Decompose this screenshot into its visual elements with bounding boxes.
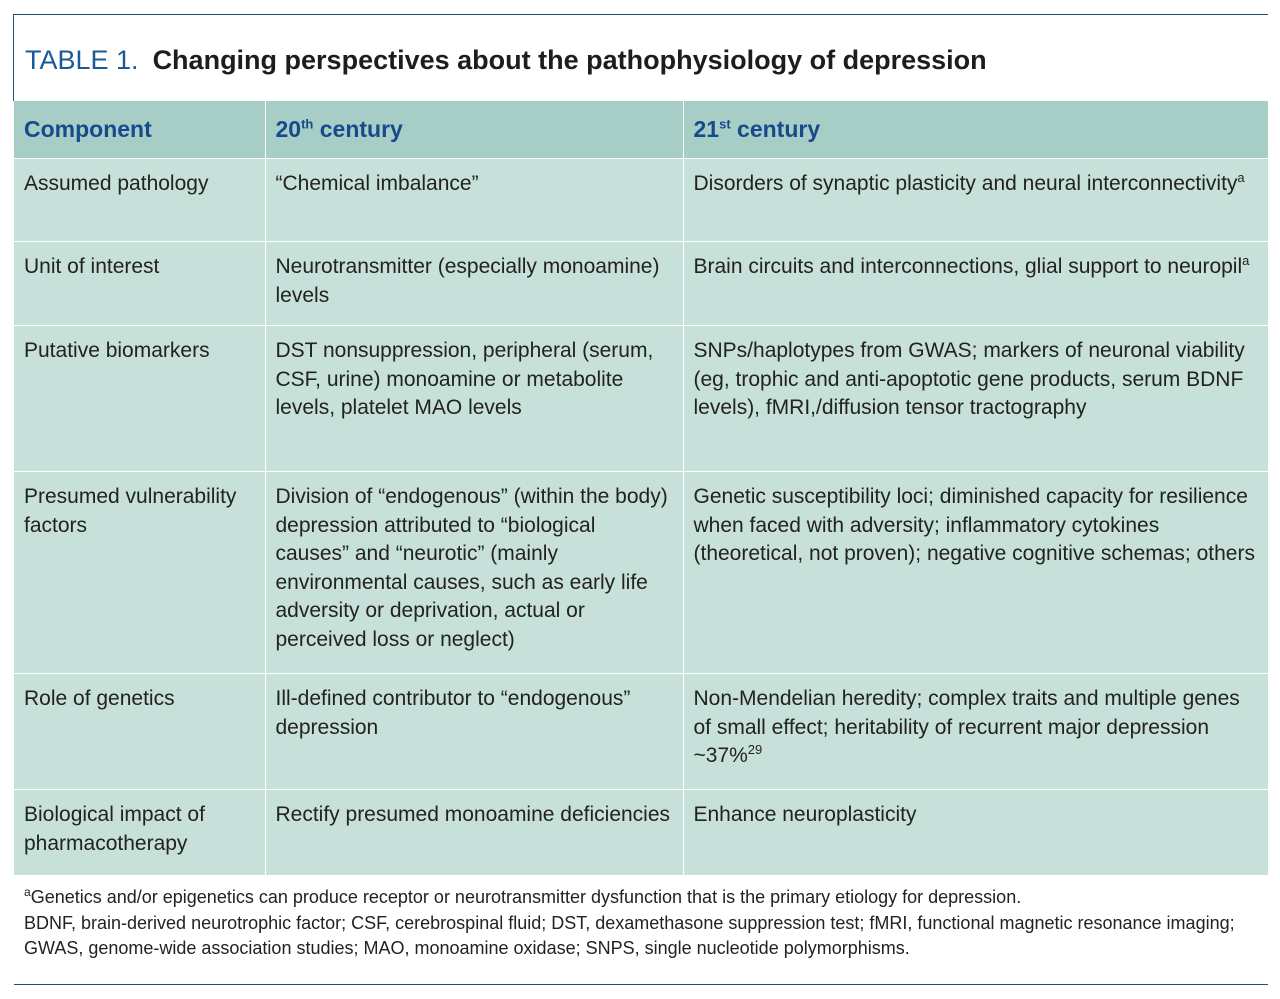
table-footnote <box>24 885 1264 962</box>
footnote-line <box>24 885 1264 911</box>
cell-21st-century: SNPs/haplotypes from GWAS; markers of neuronal viability (eg, trophic and anti-apoptotic gene products, serum BDNF levels), fMRI,/diffusion tensor tractography <box>683 326 1268 472</box>
cell-component: Unit of interest <box>14 242 265 326</box>
table-header-row <box>14 101 1268 159</box>
cell-21st-text: Non-Mendelian heredity; complex traits and multiple genes of small effect; heritability of recurrent major depression ~37% <box>693 687 1240 767</box>
bottom-rule <box>14 984 1268 985</box>
table-number: TABLE 1. <box>25 45 139 75</box>
abbreviations: BDNF, brain-derived neurotrophic factor; CSF, cerebrospinal fluid; DST, dexamethasone suppression test; fMRI, functional magnetic resonance imaging; GWAS, genome-wide association studies; MAO, monoamine oxidase; SNPS, single nucleotide polymorphisms. <box>24 912 1235 958</box>
cell-component: Biological impact of pharmacotherapy <box>14 790 265 876</box>
header-21st-number: 21 <box>693 116 720 143</box>
cell-component: Presumed vulnerability factors <box>14 472 265 674</box>
cell-21st-century <box>683 674 1268 790</box>
cell-21st-text: Brain circuits and interconnections, glial support to neuropil <box>693 255 1243 278</box>
table-row <box>14 242 1268 326</box>
cell-20th-century: Division of “endogenous” (within the body) depression attributed to “biological causes” and “neurotic” (mainly environmental causes, such as early life adversity or deprivation, actual or perceived loss or neglect) <box>265 472 683 674</box>
top-rule <box>14 14 1268 15</box>
table-caption: Changing perspectives about the pathophysiology of depression <box>152 45 987 75</box>
cell-20th-century: DST nonsuppression, peripheral (serum, CSF, urine) monoamine or metabolite levels, platelet MAO levels <box>265 326 683 472</box>
table-row <box>14 472 1268 674</box>
cell-20th-century: Rectify presumed monoamine deficiencies <box>265 790 683 876</box>
citation-ref: 29 <box>747 742 763 757</box>
header-21st-label: century <box>730 116 821 143</box>
cell-21st-century: Genetic susceptibility loci; diminished capacity for resilience when faced with adversity; inflammatory cytokines (theoretical, not proven); negative cognitive schemas; others <box>683 472 1268 674</box>
header-21st-century <box>683 101 1268 159</box>
table-title <box>25 40 987 80</box>
footnote-ref: a <box>1237 170 1245 185</box>
comparison-table <box>14 101 1268 875</box>
header-21st-suffix: st <box>719 116 731 132</box>
table-row <box>14 790 1268 876</box>
cell-21st-century: Enhance neuroplasticity <box>683 790 1268 876</box>
left-rule <box>13 14 14 101</box>
cell-21st-century <box>683 159 1268 242</box>
header-20th-suffix: th <box>301 116 314 132</box>
header-component: Component <box>14 101 265 159</box>
footnote-marker: a <box>24 885 31 899</box>
cell-21st-century <box>683 242 1268 326</box>
table-row <box>14 326 1268 472</box>
header-20th-century <box>265 101 683 159</box>
cell-20th-century: “Chemical imbalance” <box>265 159 683 242</box>
cell-component: Role of genetics <box>14 674 265 790</box>
header-20th-number: 20 <box>275 116 302 143</box>
cell-20th-century: Neurotransmitter (especially monoamine) levels <box>265 242 683 326</box>
cell-21st-text: Disorders of synaptic plasticity and neural interconnectivity <box>693 172 1238 195</box>
cell-component: Putative biomarkers <box>14 326 265 472</box>
header-20th-label: century <box>313 116 403 143</box>
table-row <box>14 674 1268 790</box>
footnote-text: Genetics and/or epigenetics can produce receptor or neurotransmitter dysfunction that is the primary etiology for depression. <box>30 887 1022 907</box>
cell-component: Assumed pathology <box>14 159 265 242</box>
footnote-ref: a <box>1242 253 1250 268</box>
cell-20th-century: Ill-defined contributor to “endogenous” depression <box>265 674 683 790</box>
table-row <box>14 159 1268 242</box>
